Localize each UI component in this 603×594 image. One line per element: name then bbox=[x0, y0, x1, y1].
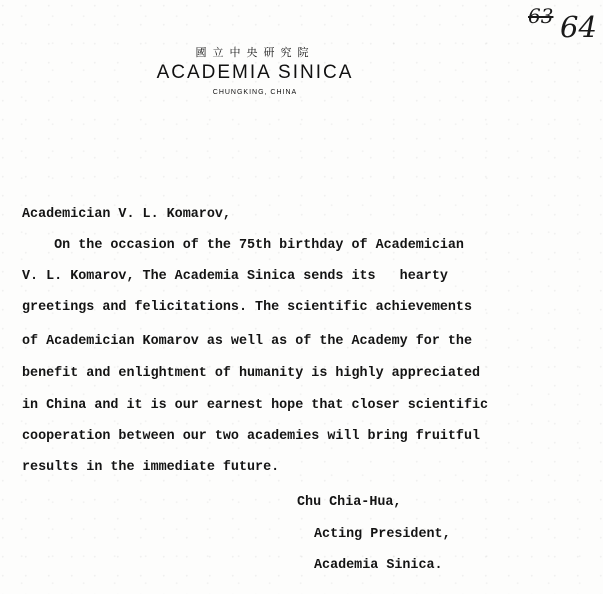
letterhead-location: CHUNGKING, CHINA bbox=[212, 89, 298, 96]
struck-archive-number: 63 bbox=[528, 4, 554, 28]
handwritten-archive-number: 64 bbox=[560, 10, 597, 44]
letterhead-institution-name: ACADEMIA SINICA bbox=[156, 62, 354, 83]
body-line: results in the immediate future. bbox=[22, 460, 280, 475]
signatory-organization: Academia Sinica. bbox=[314, 558, 443, 573]
body-line: On the occasion of the 75th birthday of Academician bbox=[22, 238, 464, 253]
body-line: V. L. Komarov, The Academia Sinica sends its hearty bbox=[22, 269, 448, 284]
salutation: Academician V. L. Komarov, bbox=[22, 207, 231, 222]
body-line: of Academician Komarov as well as of the Academy for the bbox=[22, 334, 472, 349]
body-line: in China and it is our earnest hope that closer scientific bbox=[22, 398, 489, 413]
signatory-title: Acting President, bbox=[314, 527, 451, 542]
body-line: cooperation between our two academies will bring fruitful bbox=[22, 429, 481, 444]
body-line: greetings and felicitations. The scientific achievements bbox=[22, 300, 472, 315]
letter-text bbox=[22, 0, 592, 475]
letterhead-chinese-name: 國立中央研究院 bbox=[195, 46, 315, 59]
body-line: benefit and enlightment of humanity is highly appreciated bbox=[22, 366, 481, 381]
signatory-name: Chu Chia-Hua, bbox=[297, 495, 402, 510]
